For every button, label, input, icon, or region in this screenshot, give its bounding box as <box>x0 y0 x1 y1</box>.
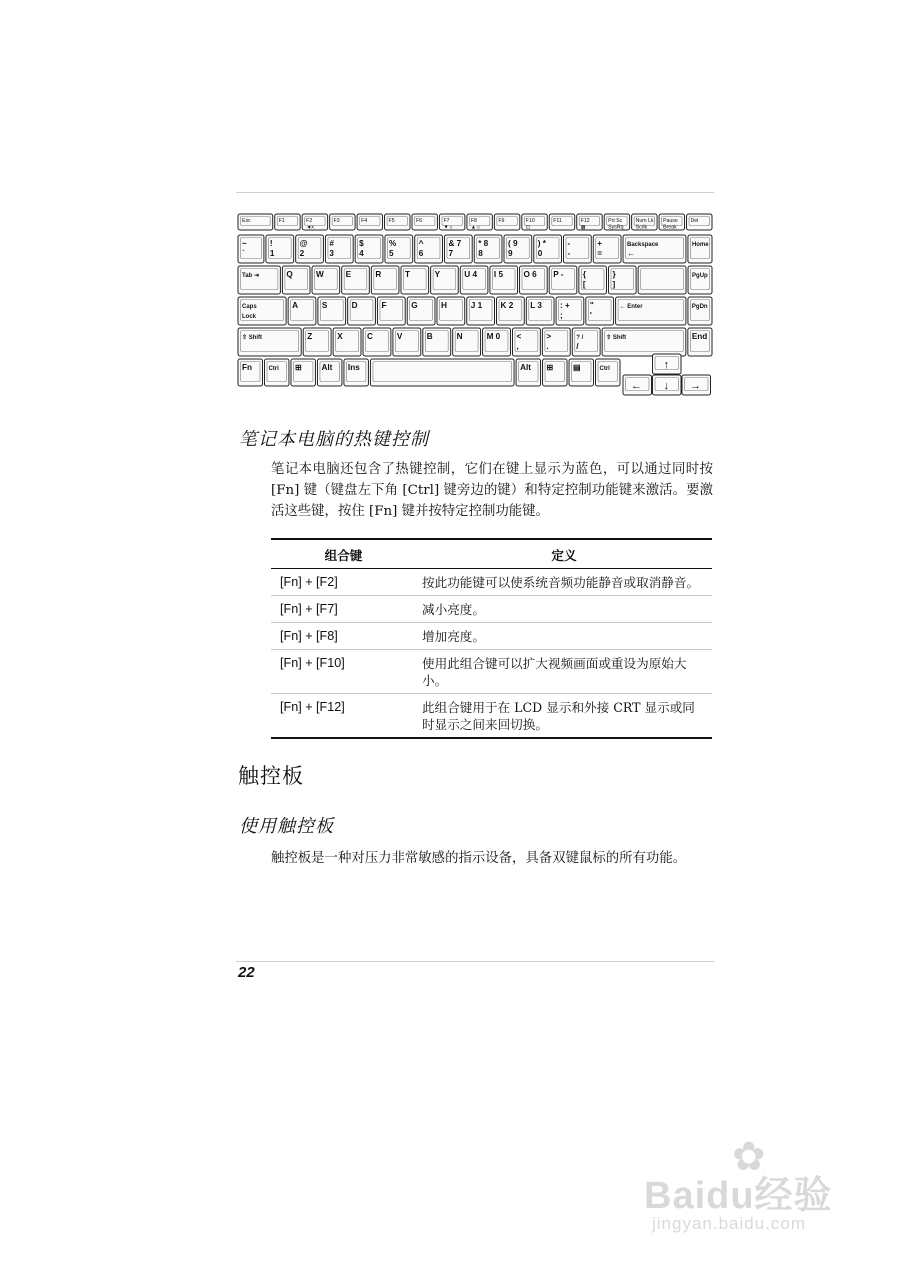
key-r2-14 <box>688 266 712 294</box>
touchpad-body: 触控板是一种对压力非常敏感的指示设备，具备双键鼠标的所有功能。 <box>271 851 687 866</box>
key-label: 9 <box>507 249 513 258</box>
watermark-paw-icon: ✿ <box>732 1135 766 1179</box>
key-label: / <box>576 342 579 351</box>
key-r0-13 <box>604 214 629 231</box>
key-label: K 2 <box>500 301 514 310</box>
key-label: X <box>337 332 343 341</box>
key-label: 3 <box>329 249 334 258</box>
arrow-down-icon: ↓ <box>663 380 669 392</box>
key-label: F1 <box>278 218 285 224</box>
key-label: Alt <box>321 363 333 372</box>
key-r5-8 <box>569 359 593 386</box>
key-label: F <box>381 301 387 310</box>
key-label: M 0 <box>486 332 501 341</box>
key-r1-14 <box>688 235 712 263</box>
key-label: F2 <box>306 218 313 224</box>
definition-cell: 按此功能键可以使系统音频功能静音或取消静音。 <box>416 569 712 596</box>
key-r4-11 <box>602 328 686 356</box>
combo-cell: [Fn] + [F10] <box>271 650 416 694</box>
key-label: R <box>375 270 382 279</box>
key-r2-9 <box>520 266 548 294</box>
key-label: ← <box>627 249 636 258</box>
key-label: > <box>546 332 552 341</box>
key-label: ! <box>269 239 273 248</box>
key-label: C <box>367 332 373 341</box>
key-label: . <box>546 342 549 351</box>
key-label: : + <box>560 301 570 310</box>
key-label: Del <box>690 218 699 224</box>
key-r2-11 <box>579 266 607 294</box>
key-label: Scrlk <box>635 224 648 231</box>
hotkeys-intro: 笔记本电脑还包含了热键控制，它们在键上显示为蓝色，可以通过同时按 [Fn] 键（键盘左下角 [Ctrl] 键旁边的键）和特定控制功能键来激活。要激活这些键，按住 [Fn] 键并按特定控制功能键。 <box>271 462 713 519</box>
definition-cell: 增加亮度。 <box>416 623 712 650</box>
key-label: - <box>567 239 571 248</box>
key-label: Home <box>691 242 709 248</box>
column-header-combo: 组合键 <box>271 539 416 569</box>
key-label: + <box>597 239 603 248</box>
key-r0-11 <box>549 214 574 230</box>
key-r5-3 <box>317 359 341 386</box>
key-label: 2 <box>299 249 305 258</box>
key-r2-6 <box>431 266 459 294</box>
key-r2-12 <box>608 266 636 294</box>
key-r0-14 <box>632 214 657 231</box>
key-label: F4 <box>361 218 368 224</box>
definition-cell: 使用此组合键可以扩大视频画面或重设为原始大小。 <box>416 650 712 694</box>
key-r3-6 <box>437 297 465 325</box>
key-r5-1 <box>264 359 288 386</box>
key-label: Prt Sc <box>608 218 623 224</box>
key-r0-8 <box>467 214 492 231</box>
key-r4-4 <box>393 328 421 356</box>
key-r3-8 <box>497 297 525 325</box>
key-label: G <box>411 301 418 310</box>
key-label: J 1 <box>470 301 483 310</box>
key-label: ? / <box>576 335 584 341</box>
key-r3-1 <box>288 297 316 325</box>
key-r1-2 <box>296 235 324 263</box>
key-r0-1 <box>275 214 300 230</box>
key-r1-3 <box>325 235 353 263</box>
key-label: ` <box>242 249 245 258</box>
definition-cell: 此组合键用于在 LCD 显示和外接 CRT 显示或同时显示之间来回切换。 <box>416 694 712 739</box>
key-r2-2 <box>312 266 340 294</box>
key-r0-0 <box>238 214 273 230</box>
key-r1-9 <box>504 235 532 263</box>
key-label: } <box>612 270 616 279</box>
key-r4-6 <box>453 328 481 356</box>
key-label: PgDn <box>691 304 708 310</box>
table-row <box>271 694 712 739</box>
key-label: ◄x <box>306 224 314 231</box>
key-r0-12 <box>577 214 602 231</box>
key-r4-7 <box>483 328 511 356</box>
key-label: ▲☼ <box>470 224 481 231</box>
key-label: P - <box>553 270 564 279</box>
key-label: ▤ <box>573 363 581 372</box>
key-label: ⇧ Shift <box>606 335 627 341</box>
combo-cell: [Fn] + [F7] <box>271 596 416 623</box>
key-r4-10 <box>572 328 600 356</box>
key-label: $ <box>359 239 364 248</box>
arrow-right-icon: → <box>690 380 701 392</box>
table-row <box>271 623 712 650</box>
key-r5-2 <box>291 359 315 386</box>
key-r2-0 <box>238 266 280 294</box>
key-label: < <box>516 332 522 341</box>
key-r1-8 <box>474 235 502 263</box>
key-label: Fn <box>242 363 253 372</box>
key-label: A <box>292 301 299 310</box>
table-row <box>271 596 712 623</box>
combo-cell: [Fn] + [F8] <box>271 623 416 650</box>
key-label: Alt <box>520 363 531 372</box>
key-r4-1 <box>303 328 331 356</box>
key-label: ← Enter <box>619 304 643 310</box>
key-r5-0 <box>238 359 262 386</box>
key-r3-0 <box>238 297 286 325</box>
key-label: PgUp <box>692 273 708 279</box>
key-label: # <box>329 239 334 248</box>
key-label: ▼☼ <box>443 224 454 231</box>
combo-cell: [Fn] + [F12] <box>271 694 416 739</box>
key-label: Caps <box>242 304 257 310</box>
key-label: F11 <box>553 218 562 224</box>
key-label: = <box>597 249 603 258</box>
key-r2-10 <box>549 266 577 294</box>
key-label: F12 <box>580 218 590 224</box>
key-label: End <box>691 332 708 341</box>
key-r0-4 <box>357 214 382 230</box>
key-r0-9 <box>494 214 519 230</box>
page-number: 22 <box>238 964 255 981</box>
key-label: ⇧ Shift <box>242 335 263 341</box>
key-label: Pause <box>663 218 678 224</box>
key-r3-11 <box>586 297 614 325</box>
key-r1-4 <box>355 235 383 263</box>
key-r1-12 <box>593 235 621 263</box>
key-r4-12 <box>688 328 712 356</box>
hotkey-table <box>271 538 712 739</box>
key-label: O 6 <box>523 270 537 279</box>
key-r5-7 <box>543 359 567 386</box>
key-label: Ctrl <box>599 366 610 372</box>
key-r0-5 <box>385 214 410 230</box>
key-label: 6 <box>418 249 424 258</box>
key-r1-7 <box>444 235 472 263</box>
key-label: F7 <box>443 218 450 224</box>
top-rule <box>236 192 714 193</box>
key-r0-7 <box>439 214 464 231</box>
key-label: 1 <box>269 249 275 258</box>
key-r0-10 <box>522 214 547 231</box>
watermark-brand: Baidu经验 <box>644 1175 833 1217</box>
key-label: Num Lk <box>635 218 654 224</box>
key-label: SysRq <box>608 224 624 231</box>
key-r0-16 <box>687 214 712 230</box>
key-r0-2 <box>302 214 327 231</box>
key-label: H <box>440 301 447 310</box>
key-label: ; <box>560 311 563 320</box>
key-label: Esc <box>242 218 251 224</box>
key-r1-10 <box>534 235 562 263</box>
key-label: { <box>582 270 587 279</box>
key-label: E <box>345 270 352 279</box>
key-label: ' <box>589 311 592 320</box>
key-label: ^ <box>418 239 424 248</box>
key-label: 8 <box>478 249 483 258</box>
key-label: Backspace <box>627 242 659 248</box>
key-label: & 7 <box>448 239 462 248</box>
key-label: Tab ⇥ <box>242 273 259 279</box>
key-label: ⊞ <box>546 363 554 372</box>
hotkeys-heading: 笔记本电脑的热键控制 <box>239 429 429 450</box>
touchpad-subheading: 使用触控板 <box>239 816 334 837</box>
key-r4-8 <box>512 328 540 356</box>
key-label: " <box>589 301 594 310</box>
key-label: 5 <box>388 249 394 258</box>
key-label: Ins <box>347 363 360 372</box>
footer-rule <box>236 961 714 962</box>
key-r1-11 <box>564 235 592 263</box>
key-r2-5 <box>401 266 429 294</box>
key-label: U 4 <box>464 270 478 279</box>
key-r1-0 <box>238 235 264 263</box>
key-r2-8 <box>490 266 518 294</box>
table-header-row <box>271 539 712 569</box>
key-r5-4 <box>344 359 368 386</box>
key-label: Break <box>663 224 677 231</box>
key-r3-2 <box>318 297 346 325</box>
key-label: Q <box>286 270 293 279</box>
touchpad-heading: 触控板 <box>238 764 304 788</box>
key-label: Ctrl <box>268 366 279 372</box>
key-label: Y <box>434 270 441 279</box>
key-label: - <box>567 249 571 258</box>
key-r0-3 <box>330 214 355 230</box>
key-label: @ <box>299 239 308 248</box>
key-r3-13 <box>688 297 712 325</box>
key-label: B <box>426 332 433 341</box>
key-label: [ <box>582 280 586 289</box>
key-r3-9 <box>526 297 554 325</box>
arrow-up-icon: ↑ <box>663 359 669 371</box>
key-r5-5 <box>370 359 514 386</box>
key-r1-13 <box>623 235 686 263</box>
key-label: F6 <box>415 218 423 224</box>
key-r2-4 <box>371 266 399 294</box>
key-label: * 8 <box>478 239 489 248</box>
key-r3-7 <box>467 297 495 325</box>
key-label: ( 9 <box>507 239 518 248</box>
key-label: F10 <box>525 218 535 224</box>
key-r3-5 <box>407 297 435 325</box>
key-label: L 3 <box>530 301 542 310</box>
key-r2-13 <box>638 266 686 294</box>
key-r3-12 <box>616 297 686 325</box>
key-label: ▦ <box>580 224 586 231</box>
key-label: F5 <box>388 218 395 224</box>
key-label: W <box>316 270 324 279</box>
watermark <box>640 1135 870 1240</box>
key-r3-3 <box>348 297 376 325</box>
column-header-definition: 定义 <box>416 539 712 569</box>
key-label: F3 <box>333 218 340 224</box>
key-r4-0 <box>238 328 301 356</box>
key-r5-6 <box>516 359 540 386</box>
key-r1-5 <box>385 235 413 263</box>
key-r2-3 <box>342 266 370 294</box>
definition-cell: 减小亮度。 <box>416 596 712 623</box>
key-label: Z <box>307 332 313 341</box>
key-r2-7 <box>460 266 488 294</box>
key-r4-3 <box>363 328 391 356</box>
key-r0-6 <box>412 214 437 230</box>
key-label: , <box>516 342 519 351</box>
key-label: ⊞ <box>294 363 302 372</box>
key-r4-9 <box>542 328 570 356</box>
key-label: 7 <box>448 249 454 258</box>
key-label: S <box>321 301 328 310</box>
key-label: 4 <box>359 249 364 258</box>
key-label: F9 <box>498 218 505 224</box>
arrow-left-icon: ← <box>631 380 642 392</box>
key-r5-9 <box>596 359 620 386</box>
keyboard-diagram <box>237 211 713 400</box>
watermark-url: jingyan.baidu.com <box>652 1214 807 1233</box>
key-label: 0 <box>537 249 543 258</box>
key-label: V <box>396 332 403 341</box>
key-label: Lock <box>242 314 257 320</box>
key-label: I 5 <box>493 270 504 279</box>
key-r1-6 <box>415 235 443 263</box>
key-r3-10 <box>556 297 584 325</box>
key-label: T <box>404 270 410 279</box>
key-label: D <box>351 301 358 310</box>
key-label: ⊡ <box>525 224 531 231</box>
table-row <box>271 569 712 596</box>
key-r1-1 <box>266 235 294 263</box>
key-label: % <box>388 239 397 248</box>
key-label: N <box>456 332 463 341</box>
key-r4-5 <box>423 328 451 356</box>
key-r4-2 <box>333 328 361 356</box>
key-label: ] <box>612 280 616 289</box>
table-row <box>271 650 712 694</box>
key-label: ) * <box>537 239 546 248</box>
key-label: ~ <box>242 239 247 248</box>
key-r2-1 <box>282 266 310 294</box>
key-r0-15 <box>659 214 684 231</box>
key-label: F8 <box>470 218 477 224</box>
key-r3-4 <box>377 297 405 325</box>
combo-cell: [Fn] + [F2] <box>271 569 416 596</box>
